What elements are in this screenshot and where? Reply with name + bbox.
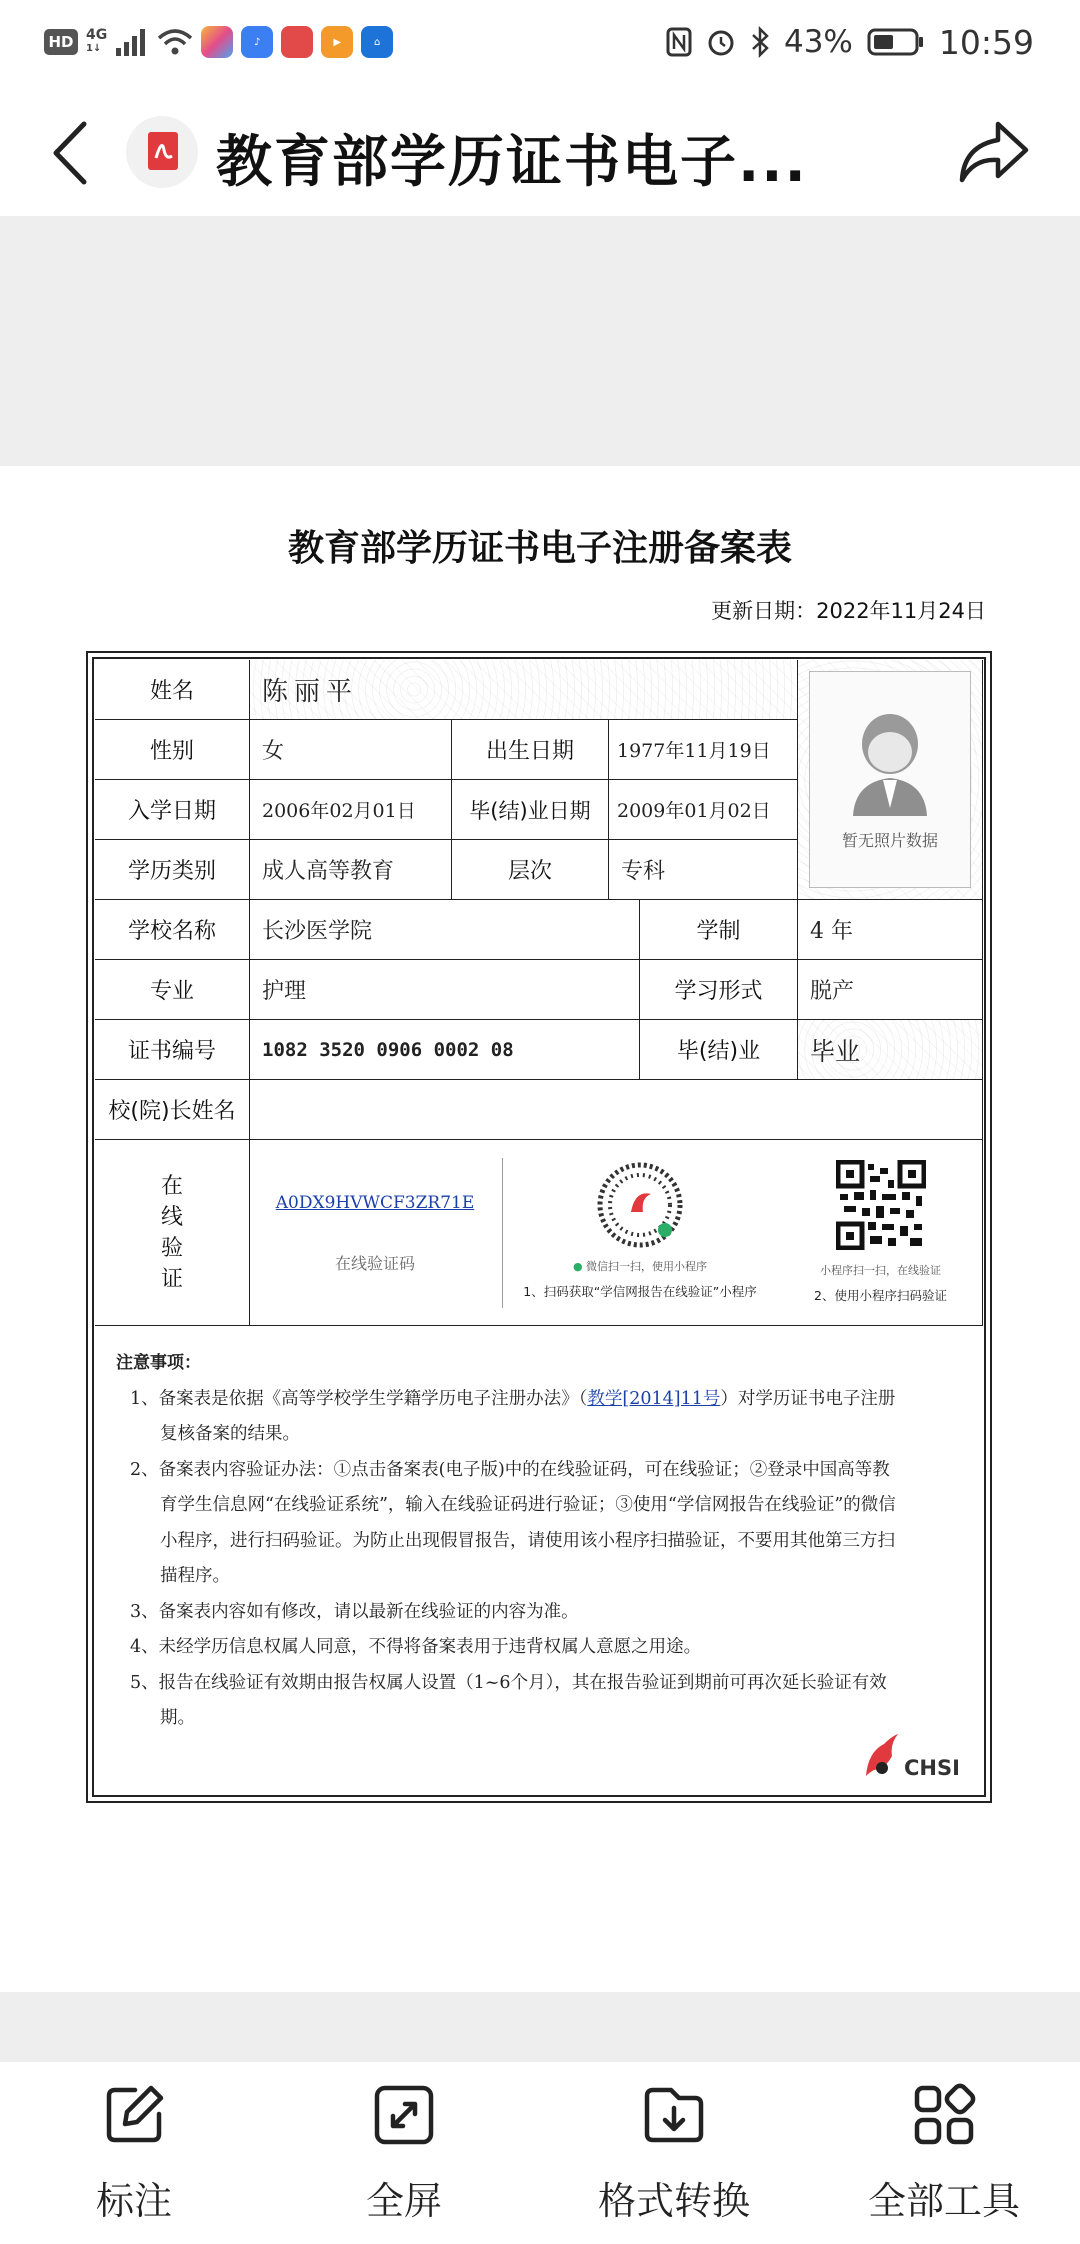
bluetooth-icon — [750, 26, 770, 58]
signal-icon — [115, 28, 149, 56]
status-right — [666, 20, 1034, 64]
verify-code-caption: 在线验证码 — [334, 1253, 415, 1273]
video-icon: ▶ — [321, 26, 353, 58]
gender-value: 女 — [250, 720, 452, 780]
share-icon[interactable] — [958, 118, 1030, 186]
verify-divider — [502, 1158, 503, 1308]
page-gap-top — [0, 216, 1080, 466]
qr-block — [778, 1140, 983, 1326]
network-indicator: 4G 1↓ — [86, 27, 108, 54]
page-title: 教育部学历证书电子... — [216, 130, 808, 195]
birth-value: 1977年11月19日 — [609, 720, 798, 780]
name-value: 陈丽平 — [250, 660, 798, 720]
grad-label: 毕(结)业 — [640, 1020, 798, 1080]
notes-title: 注意事项： — [116, 1353, 201, 1373]
hd-badge: HD — [44, 29, 78, 55]
battery-icon — [867, 27, 925, 57]
major-value: 护理 — [250, 960, 640, 1020]
back-arrow-icon[interactable] — [46, 118, 94, 188]
record-table — [95, 660, 983, 1320]
alarm-icon — [706, 27, 736, 57]
mini-program-block — [510, 1140, 770, 1326]
photo-text: 暂无照片数据 — [841, 831, 938, 850]
document-title: 教育部学历证书电子注册备案表 — [287, 528, 792, 569]
photo-placeholder — [809, 671, 971, 888]
school-value: 长沙医学院 — [250, 900, 640, 960]
edit-icon — [101, 2082, 167, 2148]
verify-code-block — [250, 1140, 500, 1326]
avatar-icon — [845, 708, 935, 818]
study-form-value: 脱产 — [798, 960, 983, 1020]
major-label: 专业 — [95, 960, 250, 1020]
verify-panel — [250, 1140, 983, 1326]
school-label: 学校名称 — [95, 900, 250, 960]
president-label: 校(院)长姓名 — [95, 1080, 250, 1140]
note-item-4: 4、未经学历信息权属人同意，不得将备案表用于违背权属人意愿之用途。 — [130, 1637, 702, 1657]
study-form-label: 学习形式 — [640, 960, 798, 1020]
note-item-5: 5、报告在线验证有效期由报告权属人设置（1~6个月），其在报告验证到期前可再次延长验证有效期。 — [130, 1672, 887, 1728]
grad-value: 毕业 — [798, 1020, 983, 1080]
all-tools-label: 全部工具 — [867, 2179, 1020, 2223]
convert-button[interactable] — [574, 2082, 774, 2225]
qr-code-icon[interactable] — [836, 1160, 926, 1250]
edu-type-label: 学历类别 — [95, 840, 250, 900]
duration-label: 学制 — [640, 900, 798, 960]
regulation-link[interactable]: 教学[2014]11号 — [587, 1388, 721, 1409]
verify-label: 在 线 验 证 — [95, 1140, 250, 1326]
qr-step: 2、使用小程序扫码验证 — [814, 1288, 947, 1303]
note-item-1: 1、备案表是依据《高等学校学生学籍学历电子注册办法》（教学[2014]11号）对学历证书电子注册复核备案的结果。 — [130, 1388, 896, 1444]
edu-type-value: 成人高等教育 — [250, 840, 452, 900]
fullscreen-label: 全屏 — [365, 2179, 442, 2223]
page-gap-bottom — [0, 1992, 1080, 2062]
convert-label: 格式转换 — [597, 2179, 750, 2223]
mini-step: 1、扫码获取“学信网报告在线验证”小程序 — [523, 1284, 757, 1299]
notes-section — [116, 1346, 896, 1737]
update-date: 更新日期：2022年11月24日 — [711, 599, 986, 623]
duration-value: 4 年 — [798, 900, 983, 960]
download-icon — [641, 2082, 707, 2148]
name-label: 姓名 — [95, 660, 250, 720]
clock-time: 10:59 — [938, 22, 1034, 62]
expand-icon — [371, 2082, 437, 2148]
cert-no-label: 证书编号 — [95, 1020, 250, 1080]
nfc-icon — [666, 27, 692, 57]
chsi-logo: CHSI — [862, 1732, 960, 1780]
chsi-bird-icon — [862, 1732, 902, 1780]
all-tools-button[interactable] — [844, 2082, 1044, 2225]
verify-code-link[interactable]: A0DX9HVWCF3ZR71E — [275, 1192, 475, 1213]
photo-box — [798, 660, 983, 900]
annotate-label: 标注 — [95, 2179, 172, 2223]
qr-caption: 小程序扫一扫，在线验证 — [820, 1264, 941, 1277]
grad-date-value: 2009年01月02日 — [609, 780, 798, 840]
level-label: 层次 — [452, 840, 609, 900]
cert-no-value: 1082 3520 0906 0002 08 — [250, 1020, 640, 1080]
app-icon-huawei — [281, 26, 313, 58]
fullscreen-button[interactable] — [304, 2082, 504, 2225]
enroll-label: 入学日期 — [95, 780, 250, 840]
note-item-2: 2、备案表内容验证办法：①点击备案表(电子版)中的在线验证码，可在线验证；②登录中国高等教育学生信息网“在线验证系统”，输入在线验证码进行验证；③使用“学信网报告在线验证”的微信小程序，进行扫码验证。为防止出现假冒报告，请使用该小程序扫描验证，不要用其他第三方扫描程序。 — [130, 1459, 896, 1586]
app-icon-home: ⌂ — [361, 26, 393, 58]
grid-icon — [911, 2082, 977, 2148]
mini-caption: ● 微信扫一扫，使用小程序 — [572, 1260, 708, 1273]
note-item-3: 3、备案表内容如有修改，请以最新在线验证的内容为准。 — [130, 1601, 579, 1622]
status-left — [44, 22, 393, 62]
pdf-app-icon — [126, 116, 198, 188]
grad-date-label: 毕(结)业日期 — [452, 780, 609, 840]
music-icon: ♪ — [241, 26, 273, 58]
annotate-button[interactable] — [34, 2082, 234, 2225]
app-icon-gallery — [201, 26, 233, 58]
wifi-icon — [157, 28, 193, 56]
gender-label: 性别 — [95, 720, 250, 780]
level-value: 专科 — [609, 840, 798, 900]
birth-label: 出生日期 — [452, 720, 609, 780]
battery-percent: 43% — [783, 24, 853, 60]
president-value — [250, 1080, 983, 1140]
mini-program-code-icon[interactable] — [597, 1162, 683, 1248]
enroll-value: 2006年02月01日 — [250, 780, 452, 840]
